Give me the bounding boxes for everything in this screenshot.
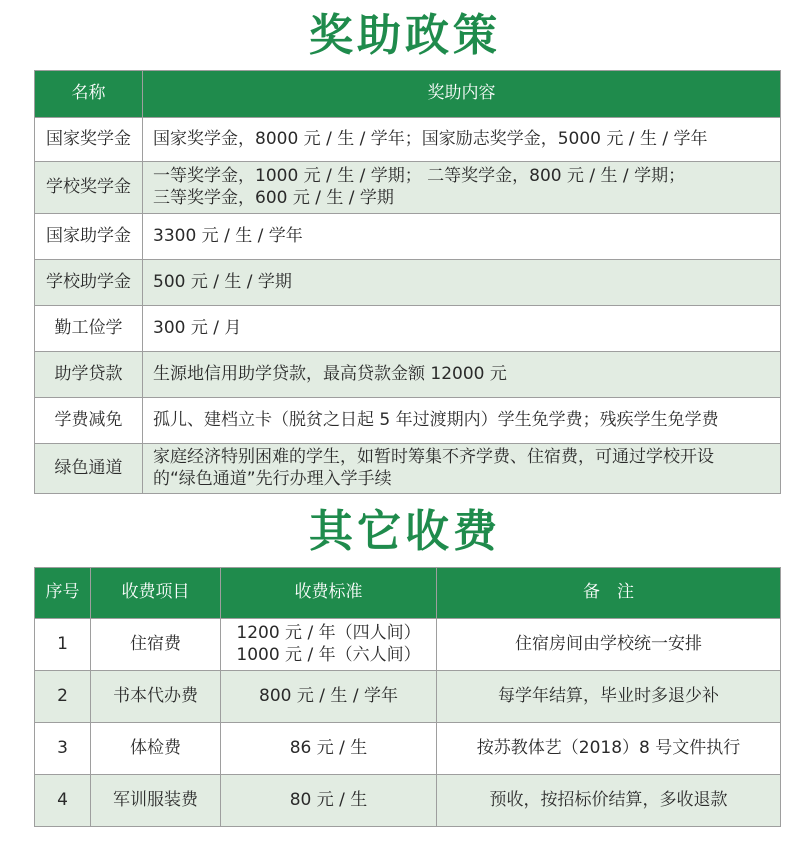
fee-note: 每学年结算，毕业时多退少补: [437, 671, 781, 723]
policy-content: [143, 162, 781, 214]
policy-content: [143, 352, 781, 398]
policy-row: [35, 162, 781, 214]
policy-header-content: 奖助内容: [143, 71, 781, 118]
policy-content-line: 生源地信用助学贷款，最高贷款金额 12000 元: [153, 363, 507, 384]
fee-standard-line: 800 元 / 生 / 学年: [259, 685, 398, 706]
policy-name: 国家助学金: [35, 214, 143, 260]
policy-name: 学费减免: [35, 398, 143, 444]
policy-row: [35, 118, 781, 162]
fee-standard: [221, 671, 437, 723]
policy-row: [35, 444, 781, 494]
policy-content-line: 的“绿色通道”先行办理入学手续: [153, 468, 392, 489]
fee-no: 4: [35, 775, 91, 827]
fee-standard-line: 1200 元 / 年（四人间）: [236, 623, 421, 644]
policy-content: [143, 214, 781, 260]
fee-standard: [221, 723, 437, 775]
fee-item: 住宿费: [91, 619, 221, 671]
policy-name: 学校助学金: [35, 260, 143, 306]
policy-name: 助学贷款: [35, 352, 143, 398]
fees-header-item: 收费项目: [91, 568, 221, 619]
fee-no: 2: [35, 671, 91, 723]
fees-header-standard: 收费标准: [221, 568, 437, 619]
policy-section-title: 奖助政策: [309, 10, 501, 61]
fee-note: 住宿房间由学校统一安排: [437, 619, 781, 671]
fee-no: 3: [35, 723, 91, 775]
policy-content-line: 家庭经济特别困难的学生，如暂时筹集不齐学费、住宿费，可通过学校开设: [153, 447, 714, 468]
fee-note: 按苏教体艺（2018）8 号文件执行: [437, 723, 781, 775]
fee-standard-line: 80 元 / 生: [289, 789, 368, 810]
policy-name: 国家奖学金: [35, 118, 143, 162]
fee-standard: [221, 775, 437, 827]
policy-row: [35, 260, 781, 306]
policy-content-line: 三等奖学金，600 元 / 生 / 学期: [153, 187, 394, 208]
fee-item: 体检费: [91, 723, 221, 775]
policy-content-line: 国家奖学金，8000 元 / 生 / 学年；国家励志奖学金，5000 元 / 生 / 学年: [153, 128, 708, 149]
policy-content-line: 一等奖学金，1000 元 / 生 / 学期； 二等奖学金，800 元 / 生 / 学期；: [153, 166, 686, 187]
fee-standard-line: 86 元 / 生: [289, 737, 368, 758]
policy-content-line: 500 元 / 生 / 学期: [153, 271, 292, 292]
policy-row: [35, 352, 781, 398]
policy-row: [35, 214, 781, 260]
fee-row: [35, 619, 781, 671]
fees-section-title: 其它收费: [309, 506, 501, 557]
fees-header-note: 备 注: [437, 568, 781, 619]
fee-row: [35, 723, 781, 775]
policy-header-row: [35, 71, 781, 118]
policy-name: 勤工俭学: [35, 306, 143, 352]
fees-header-row: [35, 568, 781, 619]
fee-row: [35, 671, 781, 723]
policy-content-line: 3300 元 / 生 / 学年: [153, 225, 303, 246]
policy-name: 绿色通道: [35, 444, 143, 494]
policy-content-line: 300 元 / 月: [153, 317, 242, 338]
fee-row: [35, 775, 781, 827]
fee-item: 书本代办费: [91, 671, 221, 723]
fees-header-no: 序号: [35, 568, 91, 619]
policy-content: [143, 260, 781, 306]
policy-name: 学校奖学金: [35, 162, 143, 214]
fee-no: 1: [35, 619, 91, 671]
policy-row: [35, 398, 781, 444]
policy-content-line: 孤儿、建档立卡（脱贫之日起 5 年过渡期内）学生免学费；残疾学生免学费: [153, 409, 719, 430]
fee-standard-line: 1000 元 / 年（六人间）: [236, 644, 421, 665]
fee-standard: [221, 619, 437, 671]
fees-table: [34, 567, 781, 827]
policy-header-name: 名称: [35, 71, 143, 118]
policy-content: [143, 398, 781, 444]
policy-content: [143, 118, 781, 162]
fee-note: 预收，按招标价结算，多收退款: [437, 775, 781, 827]
policy-row: [35, 306, 781, 352]
policy-content: [143, 306, 781, 352]
fee-item: 军训服装费: [91, 775, 221, 827]
policy-content: [143, 444, 781, 494]
policy-table: [34, 70, 781, 494]
